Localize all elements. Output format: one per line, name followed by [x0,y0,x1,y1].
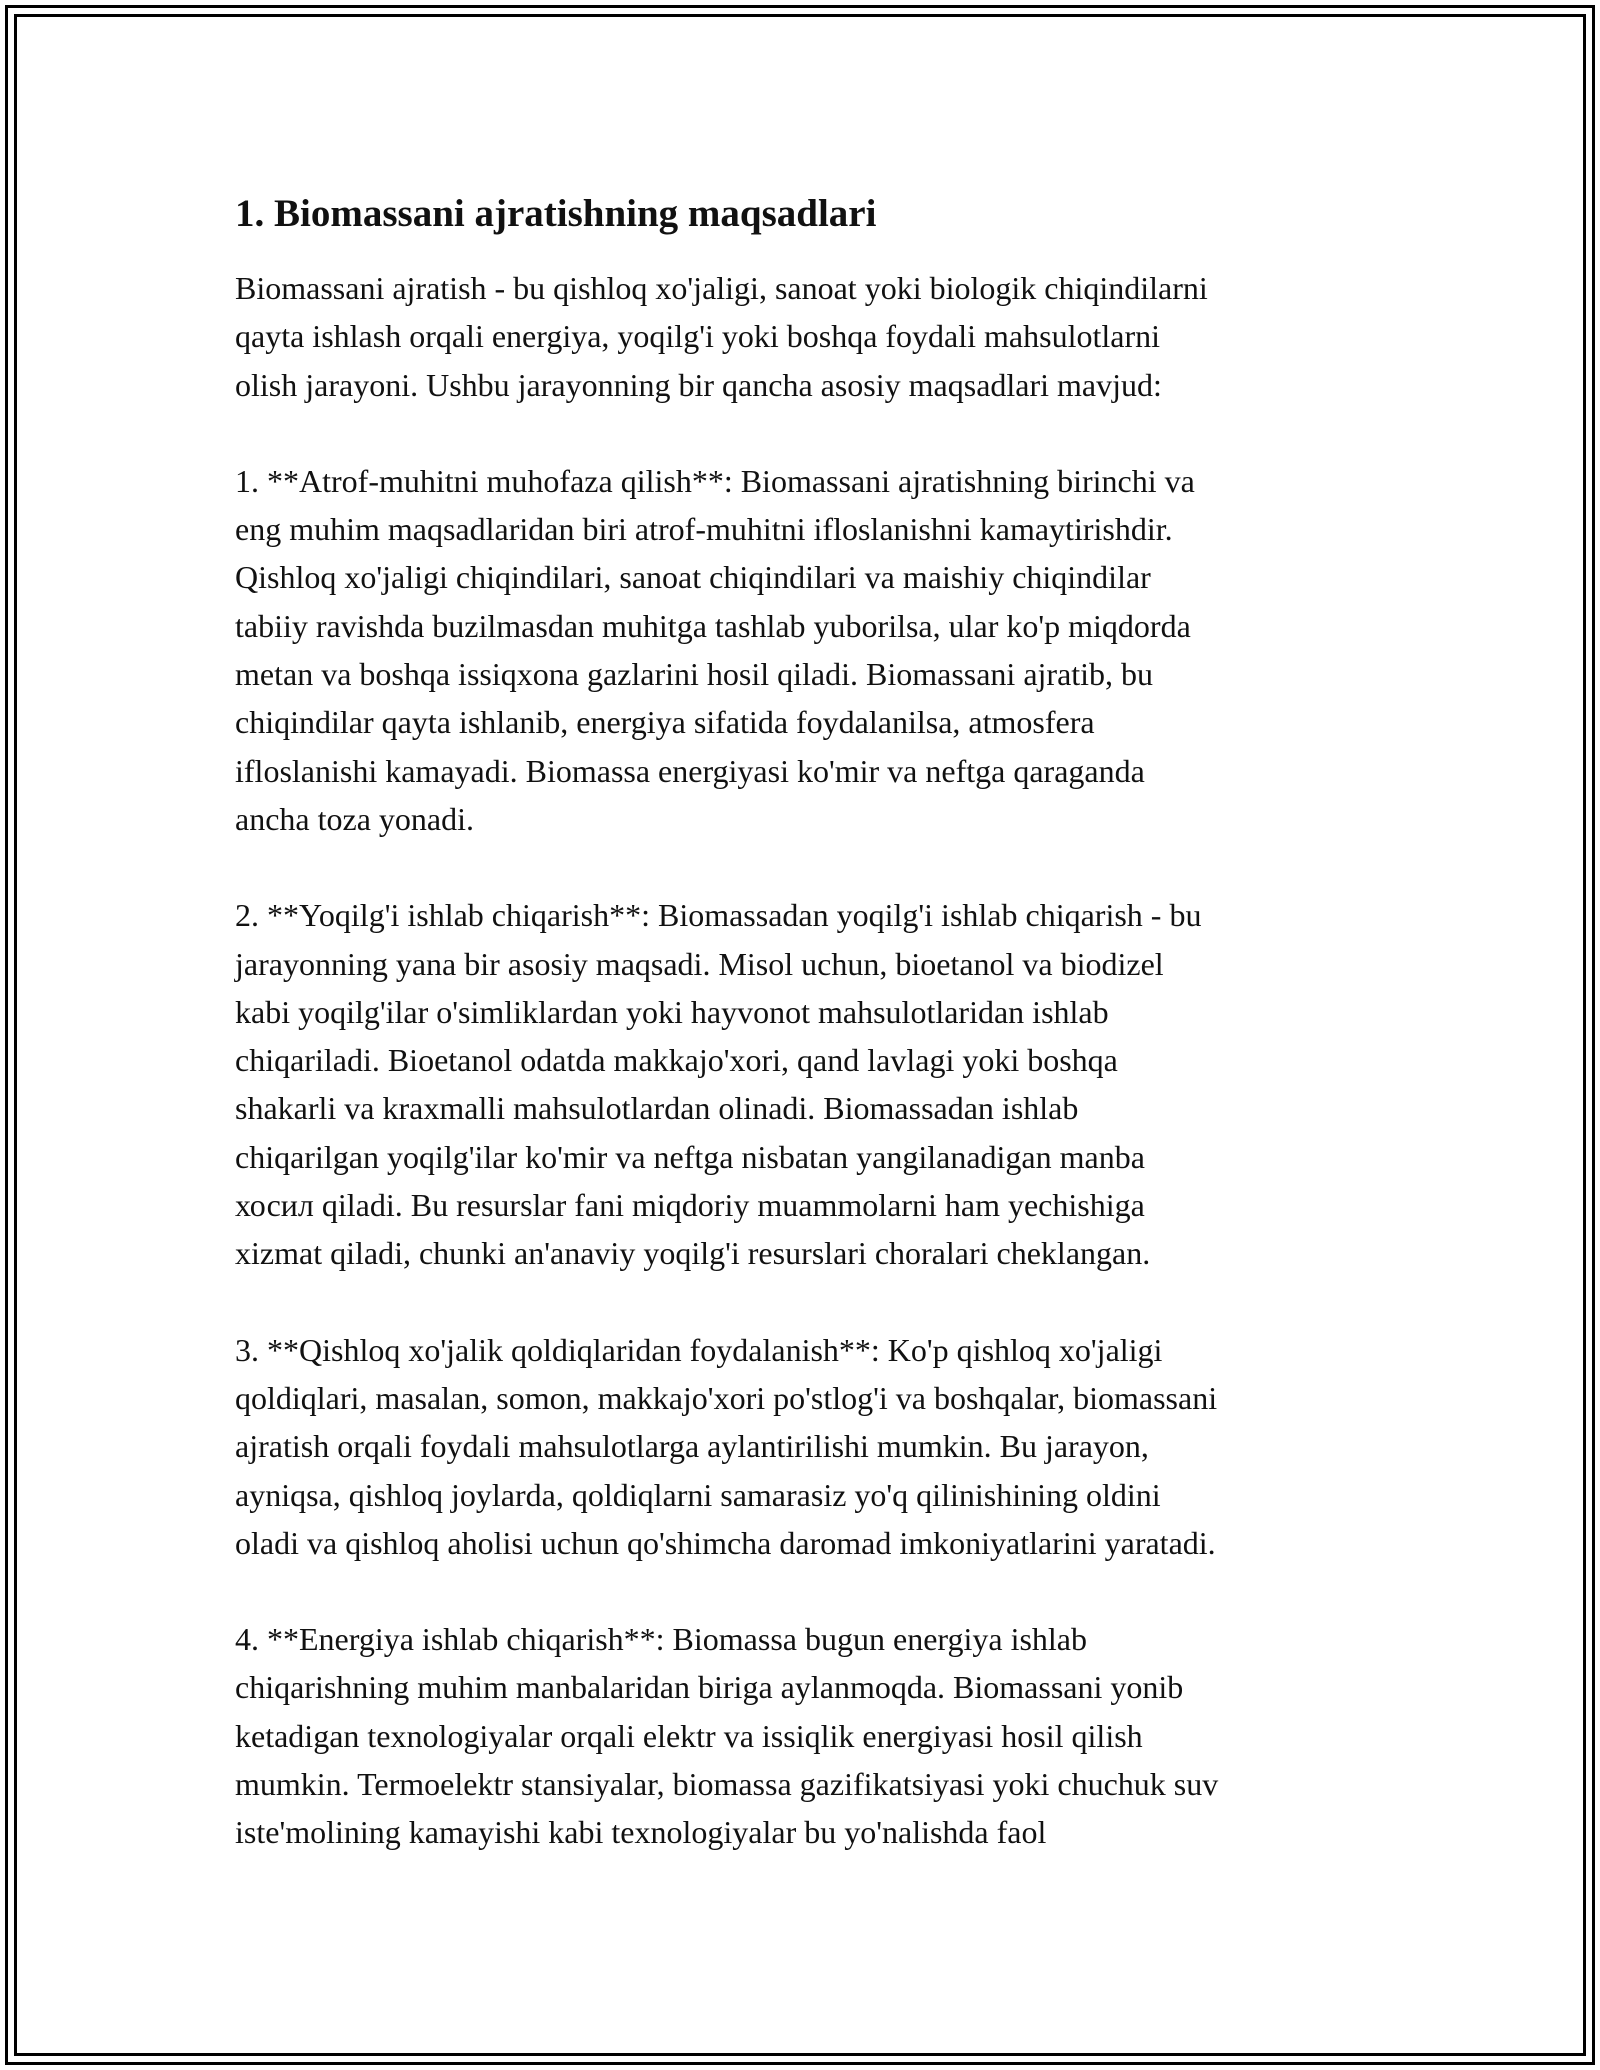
text-line: ifloslanishi kamayadi. Biomassa energiyasi ko'mir va neftga qaraganda [235,752,1145,789]
text-line: xizmat qiladi, chunki an'anaviy yoqilg'i resurslari choralari cheklangan. [235,1235,1151,1272]
paragraph-intro [235,264,1375,409]
text-line: olish jarayoni. Ushbu jarayonning bir qancha asosiy maqsadlari mavjud: [235,366,1162,403]
text-line: chiqarishning muhim manbalaridan biriga aylanmoqda. Biomassani yonib [235,1669,1184,1706]
text-line: tabiiy ravishda buzilmasdan muhitga tashlab yuborilsa, ular ko'p miqdorda [235,607,1191,644]
text-line: ketadigan texnologiyalar orqali elektr va issiqlik energiyasi hosil qilish [235,1717,1143,1754]
text-line: ayniqsa, qishloq joylarda, qoldiqlarni samarasiz yo'q qilinishining oldini [235,1476,1161,1513]
text-line: jarayonning yana bir asosiy maqsadi. Misol uchun, bioetanol va biodizel [235,945,1164,982]
text-line: qayta ishlash orqali energiya, yoqilg'i yoki boshqa foydali mahsulotlarni [235,318,1160,355]
text-line: ajratish orqali foydali mahsulotlarga aylantirilishi mumkin. Bu jarayon, [235,1428,1149,1465]
text-line: eng muhim maqsadlaridan biri atrof-muhitni ifloslanishni kamaytirishdir. [235,511,1173,548]
text-line: 3. **Qishloq xo'jalik qoldiqlaridan foydalanish**: Ko'p qishloq xo'jaligi [235,1331,1163,1368]
paragraph-item-2 [235,891,1375,1277]
text-line: iste'molining kamayishi kabi texnologiyalar bu yo'nalishda faol [235,1814,1047,1851]
section-heading: 1. Biomassani ajratishning maqsadlari [235,192,877,235]
text-line: chiqindilar qayta ishlanib, energiya sifatida foydalanilsa, atmosfera [235,704,1095,741]
text-line: Biomassani ajratish - bu qishloq xo'jaligi, sanoat yoki biologik chiqindilarni [235,270,1208,306]
paragraph-item-1 [235,457,1375,843]
text-line: 4. **Energiya ishlab chiqarish**: Biomassa bugun energiya ishlab [235,1621,1087,1658]
text-line: mumkin. Termoelektr stansiyalar, biomassa gazifikatsiyasi yoki chuchuk suv [235,1766,1219,1803]
text-line: kabi yoqilg'ilar o'simliklardan yoki hayvonot mahsulotlaridan ishlab [235,993,1109,1030]
paragraph-item-3 [235,1326,1375,1567]
text-line: chiqariladi. Bioetanol odatda makkajo'xori, qand lavlagi yoki boshqa [235,1042,1118,1079]
text-line: oladi va qishloq aholisi uchun qo'shimcha daromad imkoniyatlarini yaratadi. [235,1524,1216,1561]
document-body [235,186,1375,1905]
text-line: 1. **Atrof-muhitni muhofaza qilish**: Biomassani ajratishning birinchi va [235,462,1195,499]
text-line: хосил qiladi. Bu resurslar fani miqdoriy muammolarni ham yechishiga [235,1187,1145,1224]
text-line: ancha toza yonadi. [235,800,474,837]
text-line: qoldiqlari, masalan, somon, makkajo'xori po'stlog'i va boshqalar, biomassani [235,1379,1218,1416]
text-line: 2. **Yoqilg'i ishlab chiqarish**: Biomassadan yoqilg'i ishlab chiqarish - bu [235,897,1202,934]
text-line: chiqarilgan yoqilg'ilar ko'mir va neftga nisbatan yangilanadigan manba [235,1138,1145,1175]
text-line: metan va boshqa issiqxona gazlarini hosil qiladi. Biomassani ajratib, bu [235,656,1154,693]
text-line: shakarli va kraxmalli mahsulotlardan olinadi. Biomassadan ishlab [235,1090,1079,1127]
paragraph-item-4 [235,1615,1375,1856]
text-line: Qishloq xo'jaligi chiqindilari, sanoat chiqindilari va maishiy chiqindilar [235,559,1151,596]
